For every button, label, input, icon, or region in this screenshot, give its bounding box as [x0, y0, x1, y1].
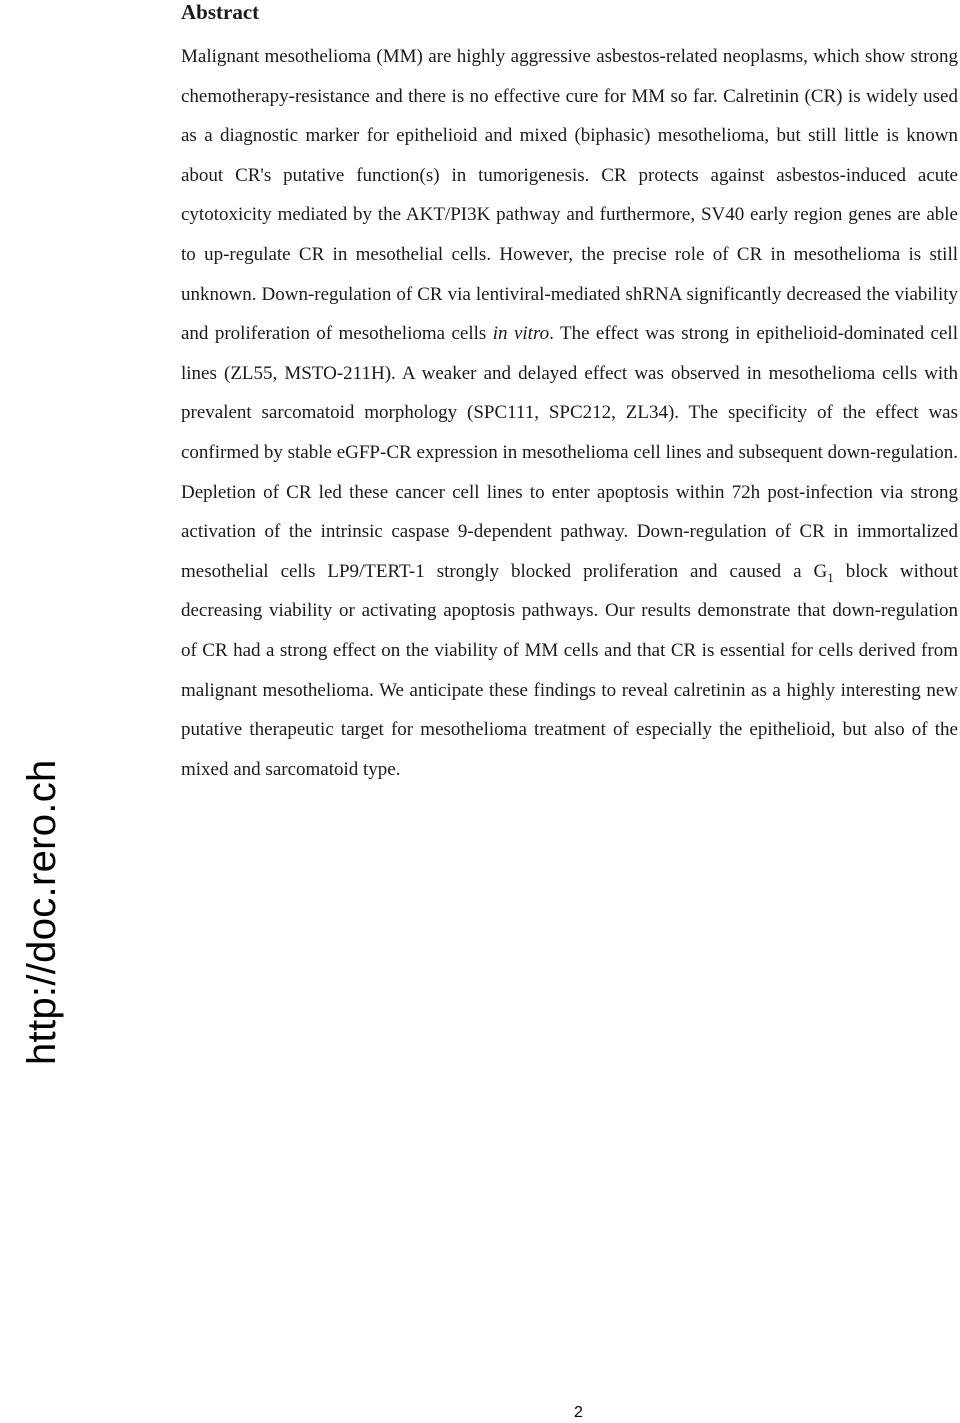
abstract-text-part-3: block without decreasing viability or activating apoptosis pathways. Our results demonstrate that down-regulation of CR had a strong effect on the viability of MM cells and that CR is essential for cells derived from malignant mesothelioma. We anticipate these findings to reveal calretinin as a highly interesting new putative therapeutic target for mesothelioma treatment of especially the epithelioid, but also of the mixed and sarcomatoid type. — [181, 560, 958, 780]
watermark-url: http://doc.rero.ch — [20, 759, 64, 1065]
abstract-text-part-1: Malignant mesothelioma (MM) are highly aggressive asbestos-related neoplasms, which show strong chemotherapy-resistance and there is no effective cure for MM so far. Calretinin (CR) is widely used as a diagnostic marker for epithelioid and mixed (biphasic) mesothelioma, but still little is known about CR's putative function(s) in tumorigenesis. CR protects against asbestos-induced acute cytotoxicity mediated by the AKT/PI3K pathway and furthermore, SV40 early region genes are able to up-regulate CR in mesothelial cells. However, the precise role of CR in mesothelioma is still unknown. Down-regulation of CR via lentiviral-mediated shRNA significantly decreased the viability and proliferation of mesothelioma cells — [181, 46, 958, 345]
abstract-section — [181, 0, 958, 789]
abstract-body — [181, 37, 958, 789]
abstract-text-part-2: . The effect was strong in epithelioid-dominated cell lines (ZL55, MSTO-211H). A weaker and delayed effect was observed in mesothelioma cells with prevalent sarcomatoid morphology (SPC111, SPC212, ZL34). The specificity of the effect was confirmed by stable eGFP-CR expression in mesothelioma cell lines and subsequent down-regulation. Depletion of CR led these cancer cell lines to enter apoptosis within 72h post-infection via strong activation of the intrinsic caspase 9-dependent pathway. Down-regulation of CR in immortalized mesothelial cells LP9/TERT-1 strongly blocked proliferation and caused a G — [181, 323, 958, 582]
abstract-heading: Abstract — [181, 0, 260, 24]
abstract-subscript: 1 — [827, 569, 834, 585]
page-number: 2 — [574, 1404, 583, 1421]
abstract-italic-in-vitro: in vitro — [492, 323, 550, 345]
